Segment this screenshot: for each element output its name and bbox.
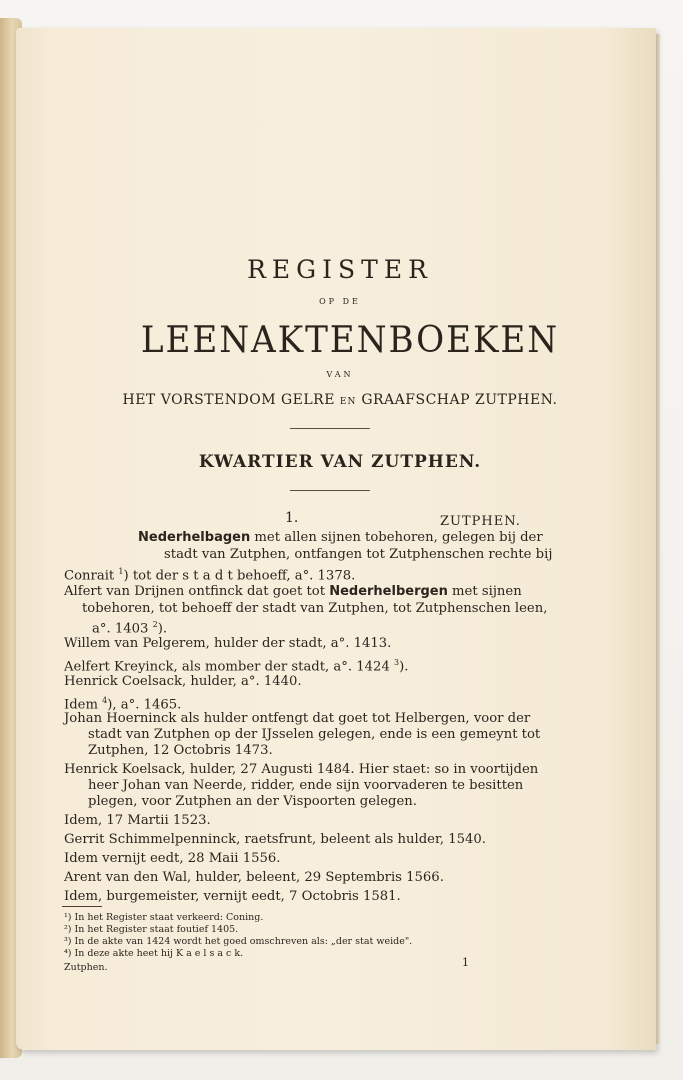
section-place: ZUTPHEN. <box>440 514 521 529</box>
title-op-de: OP DE <box>319 297 361 306</box>
entry-11: Idem vernijt eedt, 28 Maii 1556. <box>64 851 281 866</box>
subtitle-part-a: HET VORSTENDOM GELRE <box>122 392 335 408</box>
entry-2-line-3: a°. 1403 $^2$). <box>92 620 168 637</box>
entry-2-place: Nederhelbergen <box>329 584 448 599</box>
signature-mark: Zutphen. <box>64 962 108 973</box>
title-register: REGISTER <box>247 255 433 284</box>
entry-13: Idem, burgemeister, vernijt eedt, 7 Octobris 1581. <box>64 889 401 904</box>
entry-3: Willem van Pelgerem, hulder der stadt, a°. 1413. <box>64 636 392 651</box>
title-van: VAN <box>326 370 354 379</box>
subtitle <box>80 392 600 408</box>
title-divider <box>290 428 370 429</box>
title-main: LEENAKTENBOEKEN <box>140 320 560 361</box>
entry-8-line-2: heer Johan van Neerde, ridder, ende sijn voorvaderen te besitten <box>88 778 524 793</box>
footnote-rule <box>62 906 102 907</box>
entry-1-line-1: Nederhelbagen met allen sijnen tobehoren, gelegen bij der <box>138 530 543 545</box>
entry-2-line-2: tobehoren, tot behoeff der stadt van Zutphen, tot Zutphenschen leen, <box>82 601 548 616</box>
entry-8-line-3: plegen, voor Zutphen an der Vispoorten gelegen. <box>88 794 417 809</box>
page-number: 1 <box>462 956 469 969</box>
section-heading: KWARTIER VAN ZUTPHEN. <box>198 452 482 472</box>
entry-6: Idem $^4$), a°. 1465. <box>64 696 182 713</box>
section-number: 1. <box>285 510 299 526</box>
entry-7-line-3: Zutphen, 12 Octobris 1473. <box>88 743 273 758</box>
section-divider <box>290 490 370 491</box>
footnote-4: ⁴) In deze akte heet hij K a e l s a c k. <box>64 948 244 959</box>
entry-4: Aelfert Kreyinck, als momber der stadt, a°. 1424 $^3$). <box>64 658 409 675</box>
entry-1-line-3: Conrait $^1$) tot der s t a d t behoeff, a°. 1378. <box>64 567 356 584</box>
entry-1-place: Nederhelbagen <box>138 530 251 545</box>
subtitle-en: EN <box>339 397 357 407</box>
entry-12: Arent van den Wal, hulder, beleent, 29 Septembris 1566. <box>64 870 444 885</box>
subtitle-part-b: GRAAFSCHAP ZUTPHEN. <box>361 392 558 408</box>
entry-9: Idem, 17 Martii 1523. <box>64 813 211 828</box>
entry-2-line-1: Alfert van Drijnen ontfinck dat goet tot Nederhelbergen met sijnen <box>64 584 522 599</box>
footnote-3: ³) In de akte van 1424 wordt het goed omschreven als: „der stat weide". <box>64 936 413 947</box>
entry-5: Henrick Coelsack, hulder, a°. 1440. <box>64 674 302 689</box>
entry-7-line-2: stadt van Zutphen op der IJsselen gelegen, ende is een gemeynt tot <box>88 727 541 742</box>
entry-10: Gerrit Schimmelpenninck, raetsfrunt, beleent als hulder, 1540. <box>64 832 486 847</box>
footnote-2: ²) In het Register staat foutief 1405. <box>64 924 239 935</box>
entry-1-line-2: stadt van Zutphen, ontfangen tot Zutphenschen rechte bij <box>164 547 553 562</box>
entry-8-line-1: Henrick Koelsack, hulder, 27 Augusti 1484. Hier staet: so in voortijden <box>64 762 539 777</box>
entry-7-line-1: Johan Hoerninck als hulder ontfengt dat goet tot Helbergen, voor der <box>64 711 531 726</box>
footnote-1: ¹) In het Register staat verkeerd: Coning. <box>64 912 264 923</box>
